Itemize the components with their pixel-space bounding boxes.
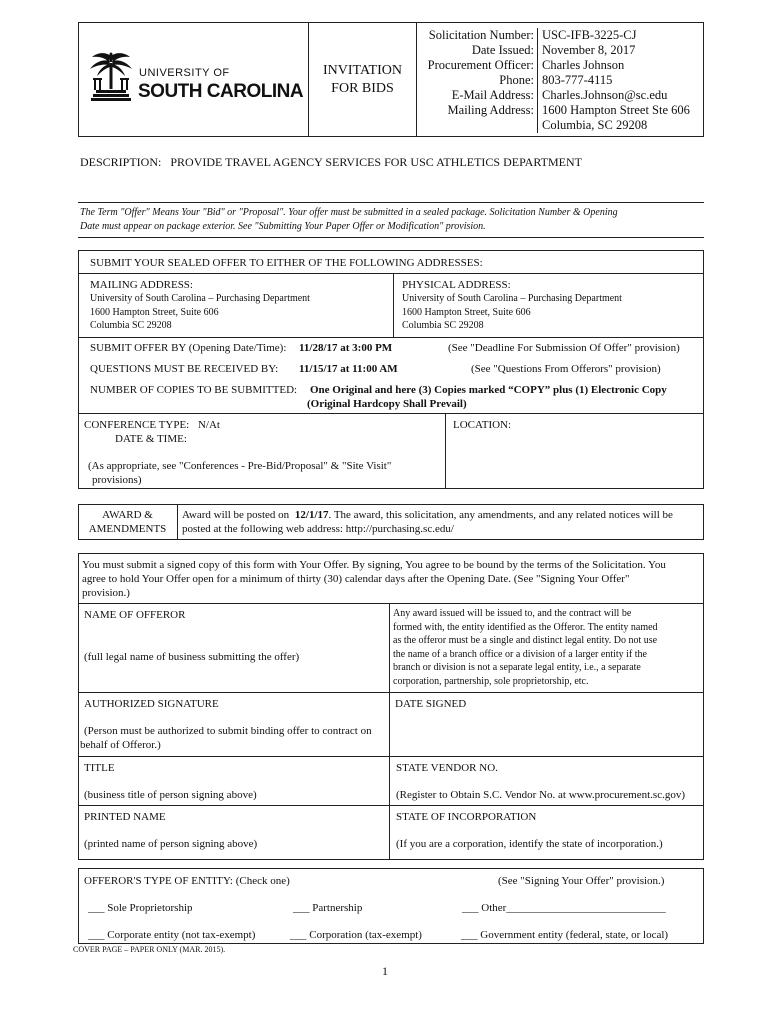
physical-address-line1: University of South Carolina – Purchasing Department: [402, 293, 622, 304]
auth-sig-note-line2: behalf of Offeror.): [80, 739, 161, 751]
mailing-address-line2: 1600 Hampton Street, Suite 606: [90, 306, 219, 318]
description-row: [80, 155, 582, 170]
solicitation-field-value: Columbia, SC 29208: [542, 118, 648, 132]
conference-date-label: DATE & TIME:: [115, 433, 187, 445]
state-vendor-label: STATE VENDOR NO.: [396, 762, 498, 774]
solicitation-field-label: Solicitation Number:: [416, 28, 538, 43]
cover-page-footer: COVER PAGE – PAPER ONLY (MAR. 2015).: [73, 945, 226, 954]
logo-text-line1: UNIVERSITY OF: [139, 67, 230, 79]
title-note: (business title of person signing above): [84, 789, 257, 801]
page-number: 1: [382, 964, 388, 978]
entity-corporation-exempt[interactable]: ___ Corporation (tax-exempt): [290, 929, 422, 941]
title-line1: INVITATION: [323, 63, 402, 78]
mailing-address-line3: Columbia SC 29208: [90, 320, 172, 331]
signing-intro: [82, 558, 702, 600]
submit-offer-by-value: 11/28/17 at 3:00 PM: [299, 342, 393, 354]
authorized-signature-label: AUTHORIZED SIGNATURE: [84, 698, 219, 710]
award-text: [182, 508, 702, 536]
award-text-b: . The award, this solicitation, any amendments, and any related notices will be: [328, 509, 673, 521]
conference-type-value: N/At: [197, 419, 220, 431]
solicitation-field-value: Charles.Johnson@sc.edu: [542, 88, 668, 102]
solicitation-fields: [416, 28, 704, 133]
solicitation-field-value: 803-777-4115: [542, 73, 613, 87]
entity-partnership[interactable]: ___ Partnership: [293, 902, 363, 914]
date-signed-label: DATE SIGNED: [395, 698, 467, 710]
state-vendor-note: (Register to Obtain S.C. Vendor No. at www.procurement.sc.gov): [396, 789, 686, 801]
conference-note-line1: (As appropriate, see "Conferences - Pre-Bid/Proposal" & "Site Visit": [88, 460, 392, 472]
solicitation-field-label: Mailing Address:: [416, 103, 538, 118]
questions-value: 11/15/17 at 11:00 AM: [299, 363, 398, 375]
award-label-line1: AWARD &: [102, 509, 153, 521]
award-date: 12/1/17: [294, 509, 329, 521]
award-entity-note-line: as the offeror must be a single and distinct legal entity. Do not use: [393, 635, 658, 646]
copies-value-line2: (Original Hardcopy Shall Prevail): [307, 398, 467, 410]
copies-label: NUMBER OF COPIES TO BE SUBMITTED:: [90, 384, 298, 396]
signing-intro-line3: provision.): [82, 587, 130, 599]
solicitation-field-value: 1600 Hampton Street Ste 606: [542, 103, 690, 117]
offer-note-line2: Date must appear on package exterior. See "Submitting Your Paper Offer or Modification" provision.: [80, 220, 486, 232]
solicitation-field-label: [416, 118, 538, 133]
conference-type: [84, 418, 220, 432]
entity-government[interactable]: ___ Government entity (federal, state, or local): [461, 929, 669, 941]
physical-address-title: PHYSICAL ADDRESS:: [402, 279, 511, 291]
solicitation-field-label: Date Issued:: [416, 43, 538, 58]
award-label-line2: AMENDMENTS: [88, 523, 167, 535]
solicitation-field-row: [416, 43, 704, 58]
printed-name-note: (printed name of person signing above): [84, 838, 258, 850]
entity-sole-proprietorship[interactable]: ___ Sole Proprietorship: [88, 902, 193, 914]
university-logo: [88, 50, 304, 110]
mailing-address-title: MAILING ADDRESS:: [90, 279, 193, 291]
solicitation-field-label: Phone:: [416, 73, 538, 88]
award-entity-note-line: the name of a branch office or a division of a larger entity if the: [393, 648, 647, 660]
entity-type-note: (See "Signing Your Offer" provision.): [498, 875, 665, 887]
award-text-line2: posted at the following web address: http://purchasing.sc.edu/: [182, 523, 454, 535]
award-entity-note-line: corporation, partnership, sole proprietorship, etc.: [393, 675, 589, 687]
mailing-address: [90, 278, 310, 333]
solicitation-field-label: E-Mail Address:: [416, 88, 538, 103]
solicitation-field-value: USC-IFB-3225-CJ: [542, 28, 637, 42]
mailing-address-line1: University of South Carolina – Purchasing Department: [90, 293, 310, 304]
award-entity-note-line: branch or division is not a separate legal entity, i.e., a separate: [393, 662, 641, 673]
questions-label: QUESTIONS MUST BE RECEIVED BY:: [90, 363, 279, 375]
copies-value-line1: One Original and here (3) Copies marked “COPY” plus (1) Electronic Copy: [310, 384, 667, 396]
title-label: TITLE: [84, 762, 115, 774]
submit-offer-by-note: (See "Deadline For Submission Of Offer" provision): [448, 342, 680, 354]
solicitation-field-row: [416, 28, 704, 43]
solicitation-field-label: Procurement Officer:: [416, 58, 538, 73]
entity-other[interactable]: ___ Other_____________________________: [462, 902, 666, 914]
description-value: PROVIDE TRAVEL AGENCY SERVICES FOR USC ATHLETICS DEPARTMENT: [170, 155, 582, 169]
solicitation-field-row: [416, 118, 704, 133]
palmetto-tree-icon: [88, 50, 134, 104]
award-entity-note: [393, 607, 703, 688]
conference-type-label: CONFERENCE TYPE:: [84, 419, 190, 431]
conference-note: [88, 459, 391, 487]
offeror-name-note: (full legal name of business submitting the offer): [84, 651, 300, 663]
entity-corporate-not-exempt[interactable]: ___ Corporate entity (not tax-exempt): [88, 929, 256, 941]
auth-sig-note-line1: (Person must be authorized to submit binding offer to contract on: [84, 725, 372, 737]
state-incorporation-note: (If you are a corporation, identify the state of incorporation.): [396, 838, 663, 850]
signing-intro-line2: agree to hold Your Offer open for a minimum of thirty (30) calendar days after the Opening Date. (See "Signing Your Offer": [82, 573, 630, 585]
document-title: [309, 62, 416, 98]
submit-offer-by-label: SUBMIT OFFER BY (Opening Date/Time):: [90, 342, 287, 354]
physical-address-line2: 1600 Hampton Street, Suite 606: [402, 306, 531, 318]
conference-location-label: LOCATION:: [453, 419, 512, 431]
submit-heading: SUBMIT YOUR SEALED OFFER TO EITHER OF THE FOLLOWING ADDRESSES:: [90, 257, 483, 269]
award-entity-note-line: Any award issued will be issued to, and the contract will be: [393, 608, 632, 619]
physical-address-line3: Columbia SC 29208: [402, 320, 484, 331]
award-text-a: Award will be posted on: [182, 509, 290, 521]
entity-type-label: OFFEROR'S TYPE OF ENTITY: (Check one): [84, 875, 290, 887]
authorized-signature-note: [80, 724, 372, 752]
logo-text-line2: SOUTH CAROLINA: [138, 81, 304, 102]
solicitation-field-value: November 8, 2017: [542, 43, 636, 57]
solicitation-field-row: [416, 73, 704, 88]
signing-intro-line1: You must submit a signed copy of this form with Your Offer. By signing, You agree to be bound by the terms of the Solicitation. You: [82, 559, 666, 571]
solicitation-field-row: [416, 88, 704, 103]
printed-name-label: PRINTED NAME: [84, 811, 166, 823]
solicitation-field-row: [416, 58, 704, 73]
award-label: [78, 508, 177, 536]
conference-note-line2: provisions): [92, 474, 142, 486]
offer-note-line1: The Term "Offer" Means Your "Bid" or "Proposal". Your offer must be submitted in a sealed package. Solicitation Number & Opening: [80, 207, 618, 218]
state-incorporation-label: STATE OF INCORPORATION: [396, 811, 537, 823]
offer-note: [80, 206, 704, 233]
solicitation-field-value: Charles Johnson: [542, 58, 625, 72]
physical-address: [402, 278, 622, 333]
title-line2: FOR BIDS: [331, 81, 394, 96]
solicitation-field-row: [416, 103, 704, 118]
questions-note: (See "Questions From Offerors" provision): [471, 363, 661, 375]
award-entity-note-line: formed with, the entity identified as the Offeror. The entity named: [393, 621, 658, 633]
description-label: DESCRIPTION:: [80, 155, 162, 169]
offeror-name-label: NAME OF OFFEROR: [84, 609, 186, 621]
